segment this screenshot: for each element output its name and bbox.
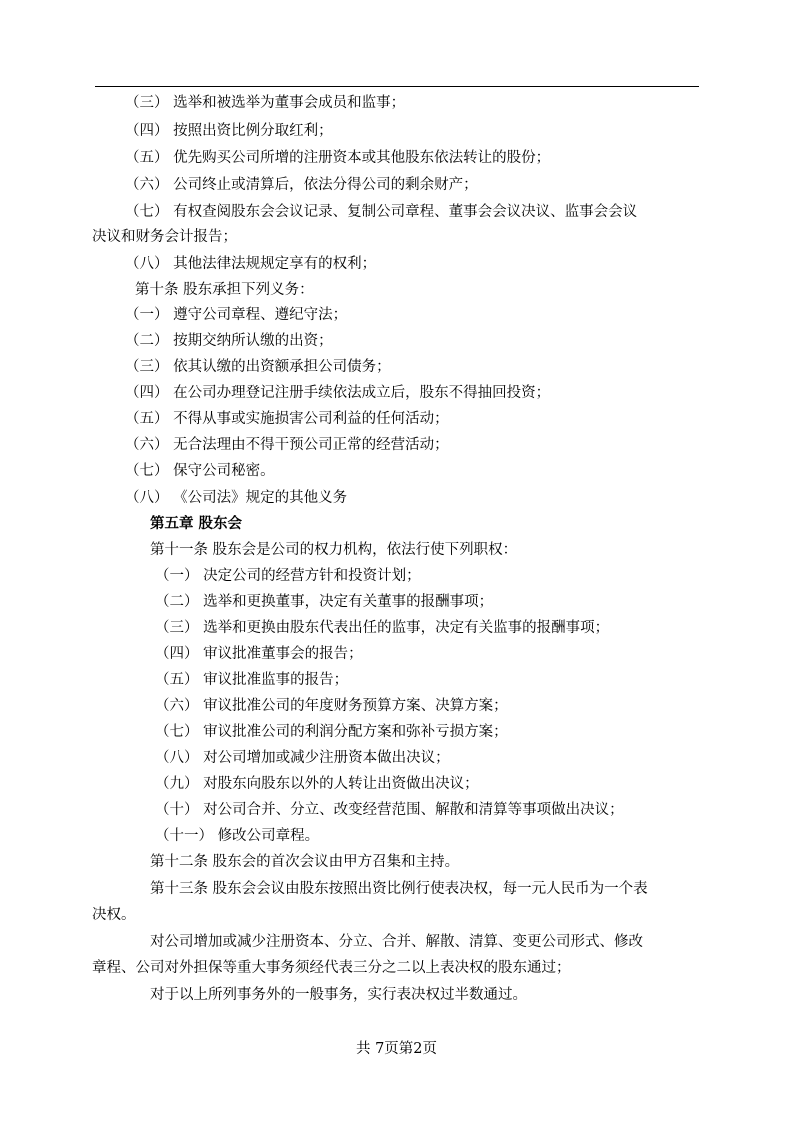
text-line: （六） 公司终止或清算后，依法分得公司的剩余财产；	[125, 177, 478, 193]
text-line: 决议和财务会计报告；	[92, 229, 237, 245]
text-line: （二） 按期交纳所认缴的出资；	[125, 333, 333, 349]
text-line: （一） 决定公司的经营方针和投资计划；	[155, 568, 421, 584]
text-line: （十一） 修改公司章程。	[155, 828, 320, 844]
header-rule	[95, 86, 699, 87]
text-line: （七） 有权查阅股东会会议记录、复制公司章程、董事会会议决议、监事会会议	[125, 204, 638, 220]
text-line: 对公司增加或减少注册资本、分立、合并、解散、清算、变更公司形式、修改	[150, 934, 643, 950]
chapter-heading: 第五章 股东会	[150, 515, 243, 532]
text-line: 章程、公司对外担保等重大事务须经代表三分之二以上表决权的股东通过；	[92, 960, 571, 976]
article-heading: 第十条 股东承担下列义务：	[135, 282, 314, 298]
text-line: （二） 选举和更换董事，决定有关董事的报酬事项；	[155, 594, 494, 610]
text-line: （三） 选举和更换由股东代表出任的监事，决定有关监事的报酬事项；	[155, 620, 610, 636]
text-line: （四） 审议批准董事会的报告；	[155, 646, 363, 662]
text-line: 决权。	[92, 907, 136, 923]
text-line: （八） 《公司法》规定的其他义务	[125, 490, 348, 506]
article-heading: 第十三条 股东会会议由股东按照出资比例行使表决权，每一元人民币为一个表	[150, 881, 648, 897]
text-line: （九） 对股东向股东以外的人转让出资做出决议；	[155, 776, 479, 792]
article-heading: 第十二条 股东会的首次会议由甲方召集和主持。	[150, 854, 460, 870]
text-line: （六） 审议批准公司的年度财务预算方案、决算方案；	[155, 698, 508, 714]
text-line: （八） 对公司增加或减少注册资本做出决议；	[155, 750, 450, 766]
text-line: （四） 按照出资比例分取红利；	[125, 123, 333, 139]
text-line: （十） 对公司合并、分立、改变经营范围、解散和清算等事项做出决议；	[155, 802, 624, 818]
text-line: （三） 选举和被选举为董事会成员和监事；	[125, 95, 406, 111]
text-line: 对于以上所列事务外的一般事务，实行表决权过半数通过。	[150, 987, 527, 1003]
text-line: （六） 无合法理由不得干预公司正常的经营活动；	[125, 437, 449, 453]
text-line: （八） 其他法律法规规定享有的权利；	[125, 256, 377, 272]
text-line: （七） 保守公司秘密。	[125, 463, 275, 479]
text-line: （三） 依其认缴的出资额承担公司债务；	[125, 359, 391, 375]
text-line: （五） 不得从事或实施损害公司利益的任何活动；	[125, 411, 449, 427]
text-line: （一） 遵守公司章程、遵纪守法；	[125, 307, 348, 323]
text-line: （七） 审议批准公司的利润分配方案和弥补亏损方案；	[155, 724, 508, 740]
text-line: （五） 优先购买公司所增的注册资本或其他股东依法转让的股份；	[125, 150, 551, 166]
text-line: （四） 在公司办理登记注册手续依法成立后，股东不得抽回投资；	[125, 385, 551, 401]
article-heading: 第十一条 股东会是公司的权力机构，依法行使下列职权：	[150, 542, 518, 558]
page-footer: 共 7页第2页	[355, 1041, 438, 1057]
text-line: （五） 审议批准监事的报告；	[155, 672, 349, 688]
